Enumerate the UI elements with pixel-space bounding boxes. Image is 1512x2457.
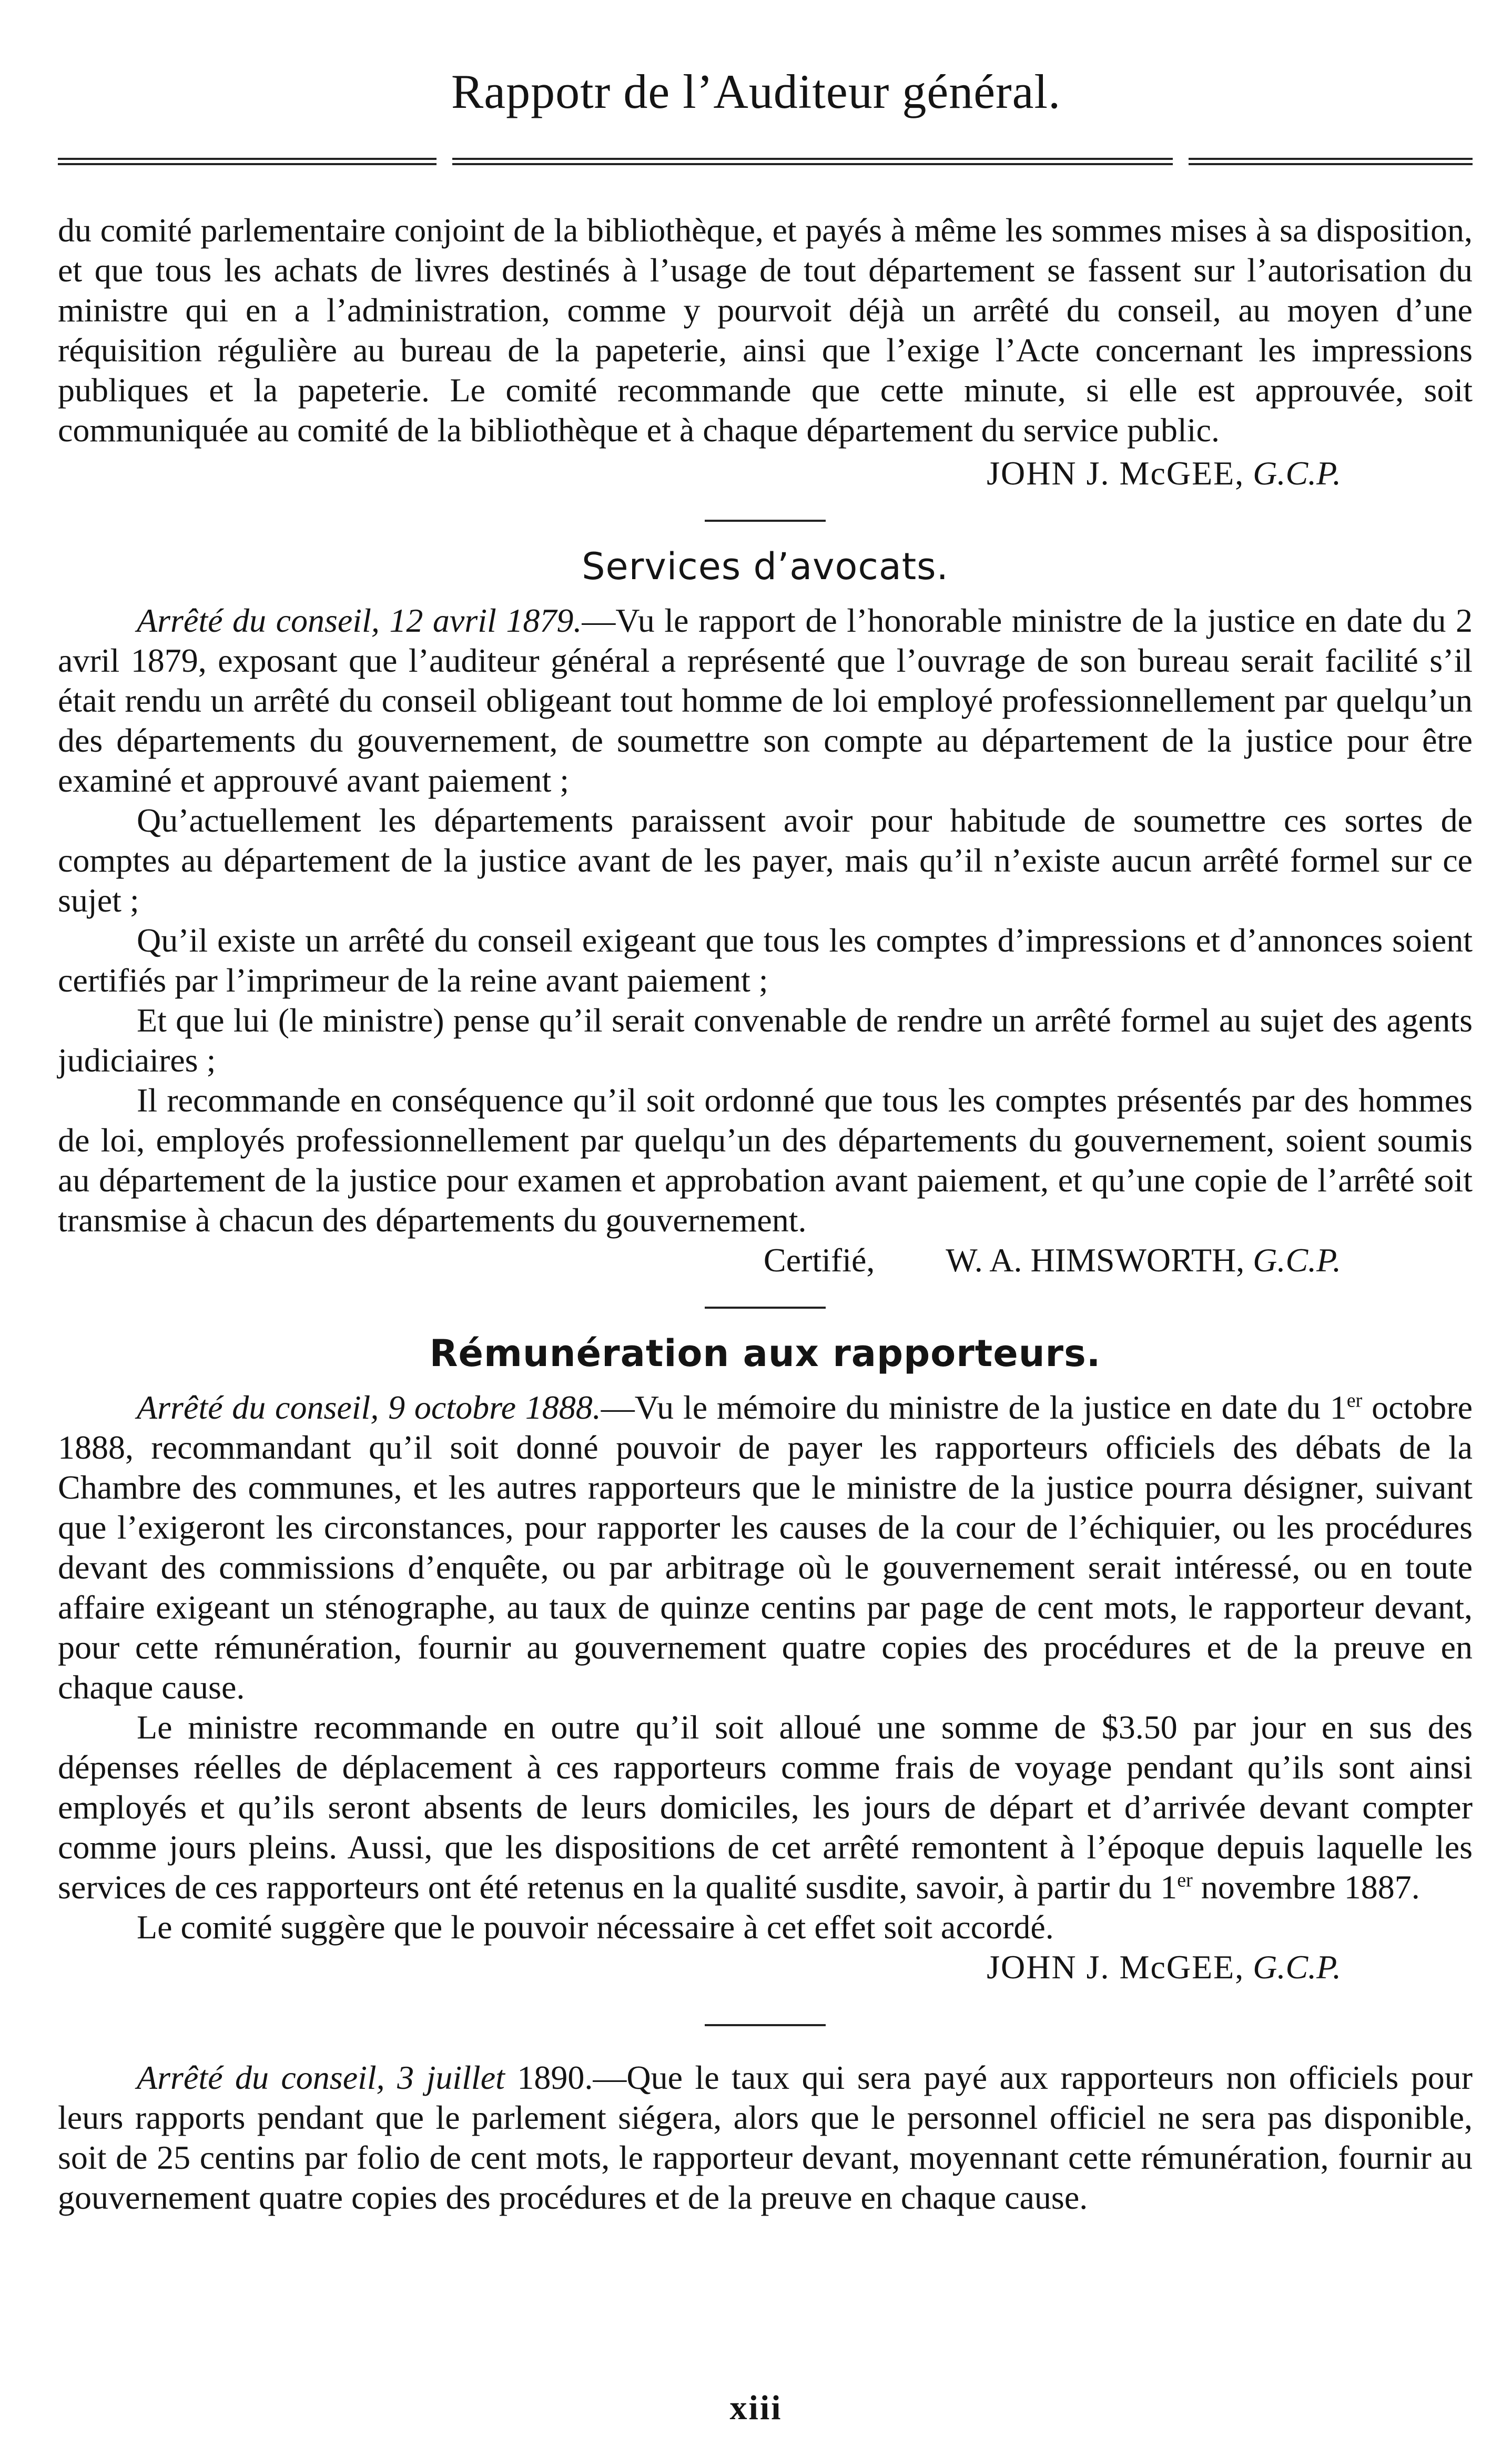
signature-name: W. A. HIMSWORTH, (946, 1241, 1245, 1279)
header-double-rule (58, 158, 1473, 174)
superscript: er (1177, 1869, 1193, 1892)
section1-paragraph-3: Qu’il existe un arrêté du conseil exigeant que tous les comptes d’impressions et d’annonces soient certifiés par l’imprimeur de la reine avant paiement ; (58, 922, 1473, 999)
order-label: Arrêté du conseil, (137, 2059, 385, 2096)
superscript: er (1346, 1389, 1363, 1412)
paragraph-text: novembre 1887. (1192, 1868, 1420, 1906)
section-heading-remuneration: Rémunération aux rapporteurs. (429, 1332, 1101, 1375)
signature-title: G.C.P. (1253, 1948, 1341, 1986)
intro-signature (58, 453, 1473, 493)
section-heading-services-avocats: Services d’avocats. (582, 545, 949, 588)
order-year: 1890. (504, 2059, 593, 2096)
section1-signature (58, 1240, 1473, 1280)
paragraph-text: —Vu le rapport de l’honorable ministre de la justice en date du 2 avril 1879, exposant que l’auditeur général a représenté que l’ouvrage de son bureau serait facilité s’il était rendu un arrêté du conseil obligeant tout homme de loi employé professionnellement par quelqu’un des départements du gouvernement, de soumettre son compte au département de la justice pour être examiné et approuvé avant paiement ; (58, 602, 1473, 799)
certified-label: Certifié, (763, 1241, 875, 1279)
signature-name: JOHN J. McGEE, (987, 1948, 1245, 1986)
section-separator (705, 520, 826, 522)
section1-paragraph-5: Il recommande en conséquence qu’il soit ordonné que tous les comptes présentés par des hommes de loi, employés professionnellement par quelqu’un des départements du gouvernement, soient soumis au département de la justice pour examen et approbation avant paiement, et qu’une copie de l’arrêté soit transmise à chacun des départements du gouvernement. (58, 1081, 1473, 1239)
header-rule-right (1189, 158, 1473, 165)
paragraph-text: Le ministre recommande en outre qu’il soit alloué une somme de $3.50 par jour en sus des dépenses réelles de déplacement à ces rapporteurs comme frais de voyage pendant qu’ils sont ainsi employés et qu’ils seront absents de leurs domiciles, les jours de départ et d’arrivée devant compter comme jours pleins. Aussi, que les dispositions de cet arrêté remontent à l’époque depuis laquelle les services de ces rapporteurs ont été retenus en la qualité susdite, savoir, à partir du 1 (58, 1708, 1473, 1906)
section2-paragraph-2 (58, 1707, 1473, 1907)
paragraph-text: —Vu le mémoire du ministre de la justice en date du 1 (601, 1389, 1347, 1426)
order-date: 3 juillet (397, 2059, 505, 2096)
section2-paragraph-3: Le comité suggère que le pouvoir nécessaire à cet effet soit accordé. (137, 1908, 1054, 1946)
section2-signature (58, 1947, 1473, 1987)
order-label: Arrêté du conseil, 9 octobre 1888. (137, 1389, 601, 1426)
page-title: Rappotr de l’Auditeur général. (451, 65, 1061, 118)
header-rule-middle (452, 158, 1173, 165)
section1-paragraph-4: Et que lui (le ministre) pense qu’il serait convenable de rendre un arrêté formel au sujet des agents judiciaires ; (58, 1002, 1473, 1079)
section3-paragraph-1 (58, 2058, 1473, 2218)
paragraph-text: octobre 1888, recommandant qu’il soit donné pouvoir de payer les rapporteurs officiels des débats de la Chambre des communes, et les autres rapporteurs que le ministre de la justice pourra désigner, suivant que l’exigeront les circonstances, pour rapporter les causes de la cour de l’échiquier, ou les procédures devant des commissions d’enquête, ou par arbitrage où le gouvernement serait intéressé, ou en toute affaire exigeant un sténographe, au taux de quinze centins par page de cent mots, le rapporteur devant, pour cette rémunération, fournir au gouvernement quatre copies des procédures et de la preuve en chaque cause. (58, 1389, 1473, 1706)
section-separator (705, 2024, 826, 2026)
section2-paragraph-1 (58, 1388, 1473, 1707)
section1-paragraph-1 (58, 601, 1473, 801)
section1-paragraph-2: Qu’actuellement les départements paraissent avoir pour habitude de soumettre ces sortes de comptes au département de la justice avant de les payer, mais qu’il n’existe aucun arrêté formel sur ce sujet ; (58, 802, 1473, 919)
signature-title: G.C.P. (1253, 454, 1341, 492)
header-rule-left (58, 158, 437, 165)
paragraph-text: —Que le taux qui sera payé aux rapporteurs non officiels pour leurs rapports pendant que le parlement siégera, alors que le personnel officiel ne sera pas disponible, soit de 25 centins par folio de cent mots, le rapporteur devant, moyennant cette rémunération, fournir au gouvernement quatre copies des procédures et de la preuve en chaque cause. (58, 2059, 1473, 2216)
intro-paragraph: du comité parlementaire conjoint de la bibliothèque, et payés à même les sommes mises à sa disposition, et que tous les achats de livres destinés à l’usage de tout département se fassent sur l’autorisation du ministre qui en a l’administration, comme y pourvoit déjà un arrêté du conseil, au moyen d’une réquisition régulière au bureau de la papeterie, ainsi que l’exige l’Acte concernant les impressions publiques et la papeterie. Le comité recommande que cette minute, si elle est approuvée, soit communiquée au comité de la bibliothèque et à chaque département du service public. (58, 211, 1473, 449)
signature-title: G.C.P. (1253, 1241, 1341, 1279)
document-body (58, 210, 1473, 2218)
signature-name: JOHN J. McGEE, (987, 454, 1245, 492)
page-number: xiii (729, 2389, 783, 2427)
order-label: Arrêté du conseil, 12 avril 1879. (137, 602, 582, 639)
section-separator (705, 1307, 826, 1309)
